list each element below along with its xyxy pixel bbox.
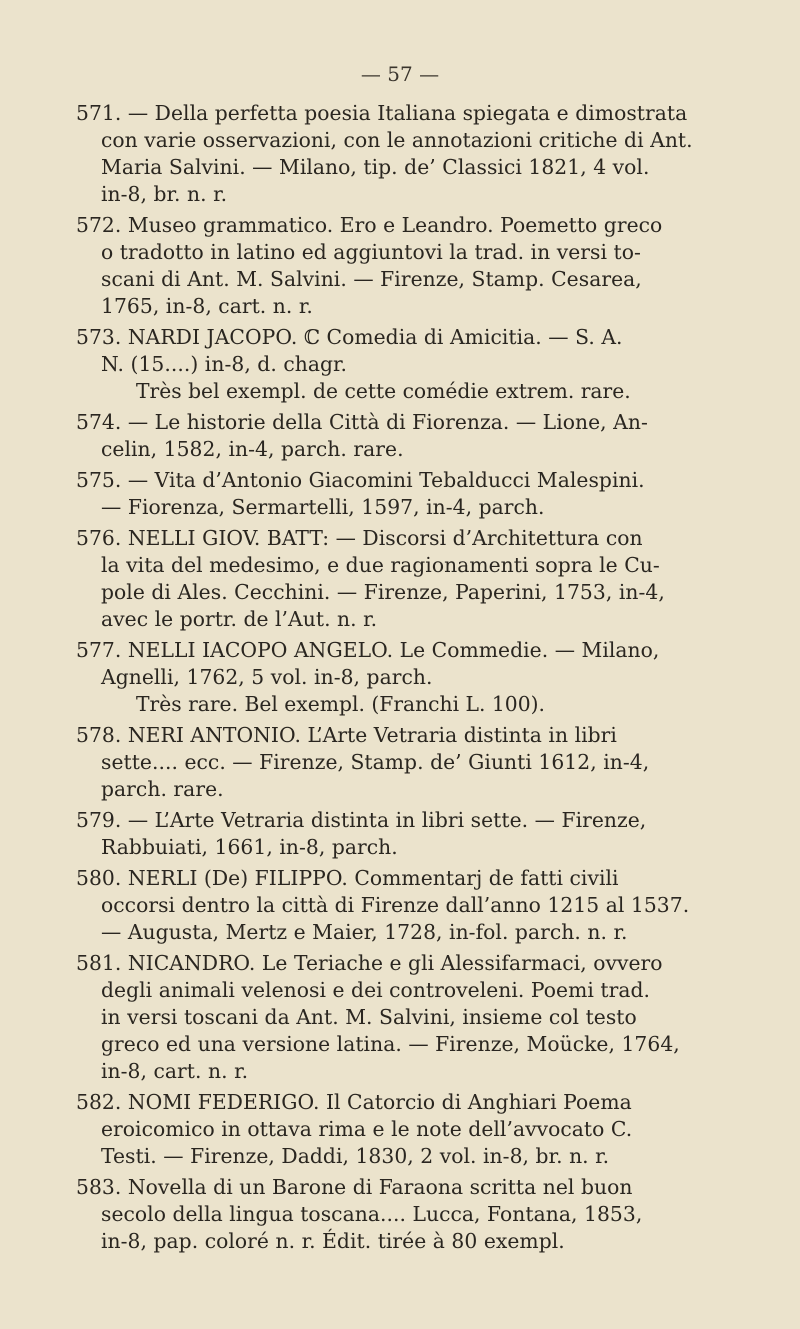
entry-heading-line: 574. — Le historie della Città di Fiorenza. — Lione, An- xyxy=(76,410,648,434)
entry-text-line: 1765, in-8, cart. n. r. xyxy=(101,294,313,318)
entry-text-line: Testi. — Firenze, Daddi, 1830, 2 vol. in-8, br. n. r. xyxy=(101,1144,610,1168)
entry-text-line: greco ed una versione latina. — Firenze, Moücke, 1764, xyxy=(101,1032,680,1056)
catalog-entry xyxy=(76,807,748,861)
entry-heading-line: 582. NOMI FEDERIGO. Il Catorcio di Anghiari Poema xyxy=(76,1090,632,1114)
entry-text-line: pole di Ales. Cecchini. — Firenze, Paperini, 1753, in-4, xyxy=(101,580,665,604)
page-number: — 57 — xyxy=(360,62,440,86)
catalog-entry xyxy=(76,409,748,463)
entry-text-line: Rabbuiati, 1661, in-8, parch. xyxy=(101,835,398,859)
entry-text-line: — Fiorenza, Sermartelli, 1597, in-4, parch. xyxy=(101,495,545,519)
entry-note: Très bel exempl. de cette comédie extrem. rare. xyxy=(136,379,631,403)
entry-text-line: secolo della lingua toscana.... Lucca, Fontana, 1853, xyxy=(101,1202,643,1226)
catalog-entry xyxy=(76,1089,748,1170)
entry-text-line: eroicomico in ottava rima e le note dell’avvocato C. xyxy=(101,1117,633,1141)
catalog-entry xyxy=(76,637,748,718)
entry-heading-line: 581. NICANDRO. Le Teriache e gli Alessifarmaci, ovvero xyxy=(76,951,663,975)
entry-heading-line: 579. — L’Arte Vetraria distinta in libri sette. — Firenze, xyxy=(76,808,647,832)
entry-heading-line: 578. NERI ANTONIO. L’Arte Vetraria distinta in libri xyxy=(76,723,617,747)
entry-text-line: in-8, cart. n. r. xyxy=(101,1059,249,1083)
entry-text-line: degli animali velenosi e dei controveleni. Poemi trad. xyxy=(101,978,651,1002)
entry-text-line: parch. rare. xyxy=(101,777,224,801)
entry-text-line: celin, 1582, in-4, parch. rare. xyxy=(101,437,404,461)
entry-heading-line: 580. NERLI (De) FILIPPO. Commentarj de fatti civili xyxy=(76,866,619,890)
entry-heading-line: 571. — Della perfetta poesia Italiana spiegata e dimostrata xyxy=(76,101,688,125)
entry-text-line: — Augusta, Mertz e Maier, 1728, in-fol. parch. n. r. xyxy=(101,920,628,944)
entry-heading-line: 577. NELLI IACOPO ANGELO. Le Commedie. — Milano, xyxy=(76,638,660,662)
entry-text-line: in-8, pap. coloré n. r. Édit. tirée à 80 exempl. xyxy=(101,1229,565,1253)
entry-text-line: o tradotto in latino ed aggiuntovi la trad. in versi to- xyxy=(101,240,641,264)
entry-heading-line: 576. NELLI GIOV. BATT: — Discorsi d’Architettura con xyxy=(76,526,643,550)
catalog-entries xyxy=(76,100,748,1255)
entry-text-line: Maria Salvini. — Milano, tip. de’ Classici 1821, 4 vol. xyxy=(101,155,650,179)
entry-note: Très rare. Bel exempl. (Franchi L. 100). xyxy=(136,692,545,716)
catalog-entry xyxy=(76,212,748,320)
entry-text-line: in versi toscani da Ant. M. Salvini, insieme col testo xyxy=(101,1005,637,1029)
entry-heading-line: 583. Novella di un Barone di Faraona scritta nel buon xyxy=(76,1175,633,1199)
entry-heading-line: 575. — Vita d’Antonio Giacomini Tebalducci Malespini. xyxy=(76,468,645,492)
entry-text-line: Agnelli, 1762, 5 vol. in-8, parch. xyxy=(101,665,433,689)
entry-text-line: la vita del medesimo, e due ragionamenti sopra le Cu- xyxy=(101,553,660,577)
entry-heading-line: 573. NARDI JACOPO. ℂ Comedia di Amicitia. — S. A. xyxy=(76,325,623,349)
catalog-entry xyxy=(76,722,748,803)
catalog-entry xyxy=(76,525,748,633)
catalog-entry xyxy=(76,1174,748,1255)
entry-text-line: in-8, br. n. r. xyxy=(101,182,228,206)
catalog-entry xyxy=(76,950,748,1085)
catalog-entry xyxy=(76,467,748,521)
entry-text-line: occorsi dentro la città di Firenze dall’anno 1215 al 1537. xyxy=(101,893,690,917)
entry-text-line: sette.... ecc. — Firenze, Stamp. de’ Giunti 1612, in-4, xyxy=(101,750,650,774)
entry-heading-line: 572. Museo grammatico. Ero e Leandro. Poemetto greco xyxy=(76,213,663,237)
catalog-entry xyxy=(76,324,748,405)
entry-text-line: avec le portr. de l’Aut. n. r. xyxy=(101,607,378,631)
catalog-entry xyxy=(76,865,748,946)
entry-text-line: N. (15....) in-8, d. chagr. xyxy=(101,352,348,376)
entry-text-line: scani di Ant. M. Salvini. — Firenze, Stamp. Cesarea, xyxy=(101,267,642,291)
catalog-entry xyxy=(76,100,748,208)
entry-text-line: con varie osservazioni, con le annotazioni critiche di Ant. xyxy=(101,128,693,152)
